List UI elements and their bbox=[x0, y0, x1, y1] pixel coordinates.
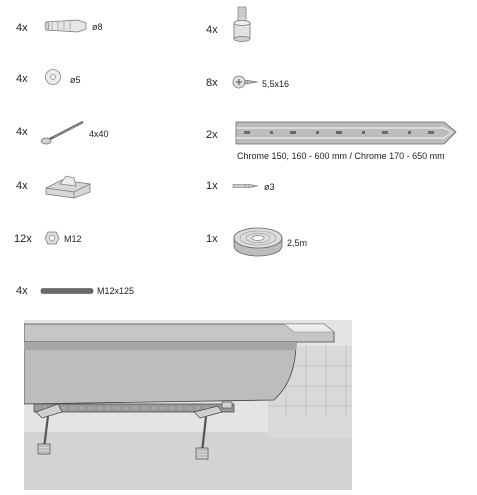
label-wall-plug: ø8 bbox=[92, 22, 103, 32]
wall-plug-icon bbox=[44, 17, 90, 35]
tape-roll-icon bbox=[232, 224, 284, 258]
label-screw-long: 4x40 bbox=[89, 129, 109, 139]
qty-washer: 4x bbox=[16, 73, 28, 85]
qty-adjust-foot: 4x bbox=[206, 24, 218, 36]
qty-mount-block: 4x bbox=[16, 180, 28, 192]
mount-block-icon bbox=[44, 170, 92, 200]
qty-screw-long: 4x bbox=[16, 126, 28, 138]
qty-rail: 2x bbox=[206, 129, 218, 141]
label-nut: M12 bbox=[64, 234, 82, 244]
qty-drill-bit: 1x bbox=[206, 180, 218, 192]
qty-nut: 12x bbox=[14, 233, 32, 245]
label-rail: Chrome 150, 160 - 600 mm / Chrome 170 - 650 mm bbox=[237, 151, 445, 161]
mounting-rail-icon bbox=[232, 118, 460, 150]
qty-tape-roll: 1x bbox=[206, 233, 218, 245]
washer-icon bbox=[44, 68, 62, 86]
label-threaded-rod: M12x125 bbox=[97, 286, 135, 296]
drill-bit-icon bbox=[232, 182, 260, 190]
adjustable-foot-icon bbox=[230, 5, 254, 45]
qty-wall-plug: 4x bbox=[16, 22, 28, 34]
label-tape-roll: 2,5m bbox=[287, 238, 308, 248]
qty-screw-short: 8x bbox=[206, 77, 218, 89]
label-screw-short: 5,5x16 bbox=[262, 79, 290, 89]
long-screw-icon bbox=[40, 118, 86, 148]
nut-icon bbox=[44, 231, 60, 245]
qty-threaded-rod: 4x bbox=[16, 285, 28, 297]
label-drill-bit: ø3 bbox=[264, 182, 275, 192]
threaded-rod-icon bbox=[40, 287, 94, 295]
installation-illustration bbox=[24, 320, 352, 490]
short-screw-icon bbox=[232, 73, 260, 91]
label-washer: ø5 bbox=[70, 75, 81, 85]
